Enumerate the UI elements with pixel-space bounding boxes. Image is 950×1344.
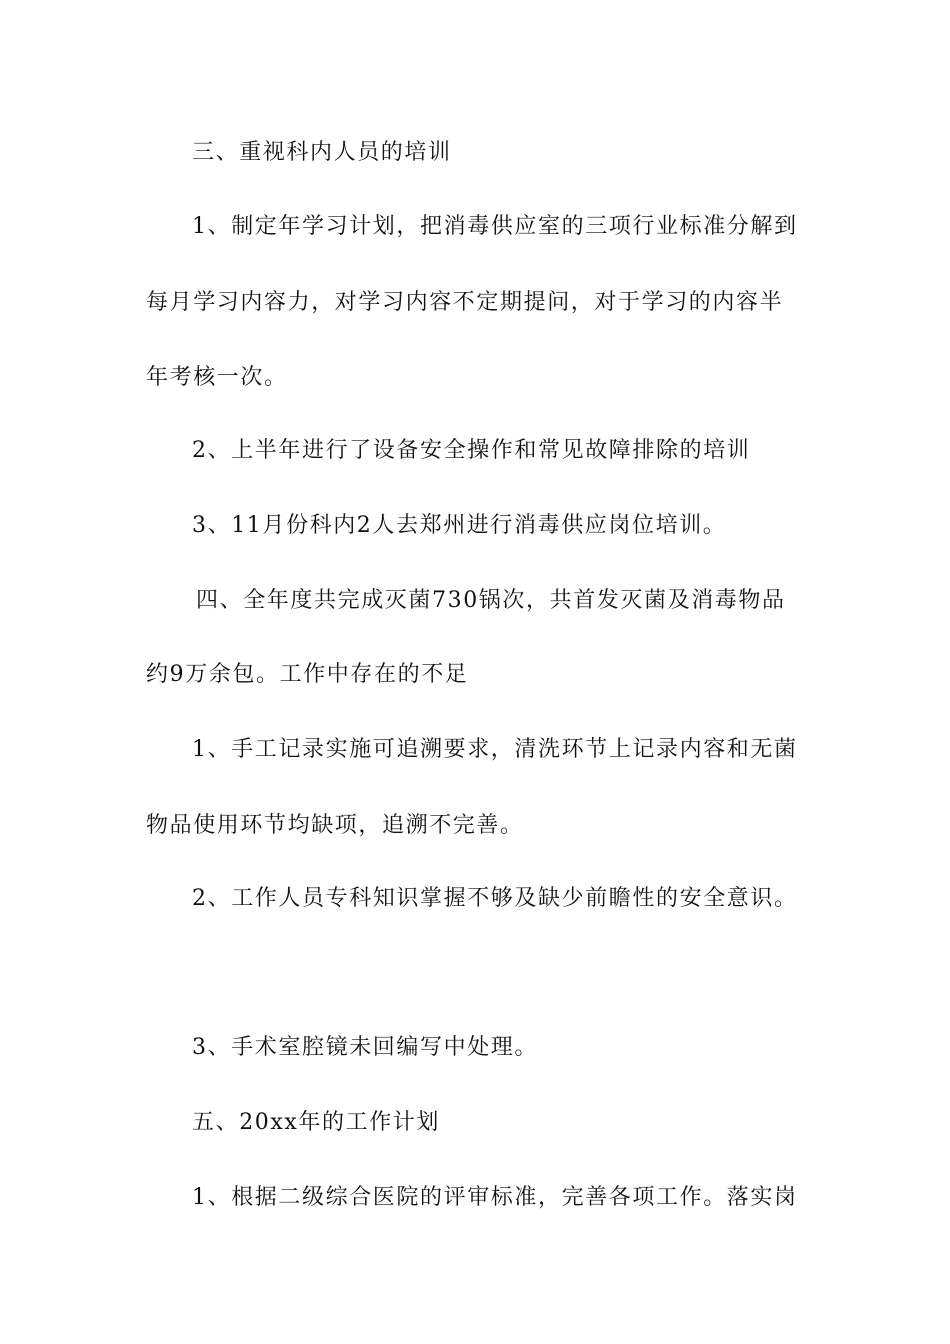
- paragraph-line: 1、手工记录实施可追溯要求，清洗环节上记录内容和无菌: [192, 737, 798, 762]
- paragraph-line: 每月学习内容力，对学习内容不定期提问，对于学习的内容半: [146, 290, 784, 315]
- paragraph-line: 约9万余包。工作中存在的不足: [146, 662, 469, 687]
- paragraph-line: 3、11月份科内2人去郑州进行消毒供应岗位培训。: [192, 513, 727, 538]
- paragraph-line: 3、手术室腔镜未回编写中处理。: [192, 1035, 538, 1060]
- paragraph-line: 1、根据二级综合医院的评审标准，完善各项工作。落实岗: [192, 1185, 798, 1210]
- paragraph-line: 年考核一次。: [146, 365, 288, 390]
- paragraph-line: 物品使用环节均缺项，追溯不完善。: [146, 813, 524, 838]
- paragraph-line: 2、上半年进行了设备安全操作和常见故障排除的培训: [192, 438, 751, 463]
- paragraph-line: 1、制定年学习计划，把消毒供应室的三项行业标准分解到: [192, 214, 798, 239]
- section-heading-4: 四、全年度共完成灭菌730锅次，共首发灭菌及消毒物品: [196, 588, 786, 613]
- section-heading-3: 三、重视科内人员的培训: [192, 140, 452, 165]
- section-heading-5: 五、20xx年的工作计划: [192, 1110, 441, 1135]
- paragraph-line: 2、工作人员专科知识掌握不够及缺少前瞻性的安全意识。: [192, 886, 798, 911]
